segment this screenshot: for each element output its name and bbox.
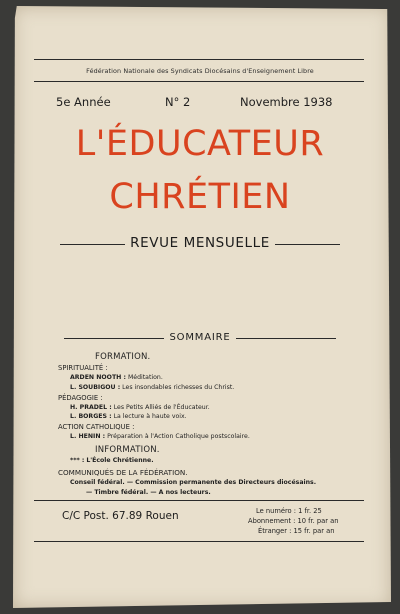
toc-information: INFORMATION. [95,445,160,455]
toc-item [70,404,210,411]
toc-communique-2: — Timbre fédéral. — A nos lecteurs. [86,489,211,496]
toc-title: Les Petits Alliés de l'Éducateur. [113,404,210,411]
sommaire-heading [0,332,400,343]
header-top-rule [34,59,364,60]
footer-rule [34,500,364,501]
sommaire-heading-text: SOMMAIRE [164,332,237,343]
toc-author: L. HENIN : [70,433,106,440]
toc-pedagogie: PÉDAGOGIE : [58,394,103,402]
toc-action-catholique: ACTION CATHOLIQUE : [58,423,135,431]
title-line-1: L'ÉDUCATEUR [75,124,325,164]
toc-communiques: COMMUNIQUÉS DE LA FÉDÉRATION. [58,468,188,477]
title-line-2: CHRÉTIEN [109,177,291,217]
toc-item [70,413,187,420]
toc-spiritualite: SPIRITUALITÉ : [58,364,108,372]
subtitle [0,235,400,251]
price-subscription: Abonnement : 10 fr. par an [248,517,339,525]
federation-line: Fédération Nationale des Syndicats Diocésains d'Enseignement Libre [86,67,314,75]
toc-title: L'École Chrétienne. [86,457,154,464]
toc-item [70,384,234,391]
toc-communique-1: Conseil fédéral. — Commission permanente des Directeurs diocésains. [70,479,317,486]
toc-author: H. PRADEL : [70,404,112,411]
toc-author: ARDEN NOOTH : [70,374,126,381]
price-abroad: Étranger : 15 fr. par an [258,527,335,535]
subtitle-text: REVUE MENSUELLE [125,235,275,251]
toc-title: Préparation à l'Action Catholique postscolaire. [107,433,250,440]
toc-title: Méditation. [127,374,163,381]
postal-account: C/C Post. 67.89 Rouen [62,510,179,522]
toc-author: L. SOUBIGOU : [70,384,121,391]
toc-title: Les insondables richesses du Christ. [122,384,235,391]
toc-item [70,457,154,464]
toc-title: La lecture à haute voix. [113,413,187,420]
toc-formation: FORMATION. [95,352,151,362]
toc-item [70,433,250,440]
year-label: 5e Année [56,95,111,109]
price-number: Le numéro : 1 fr. 25 [256,507,322,515]
footer-bottom-rule [34,541,364,542]
toc-item [70,374,163,381]
issue-number: N° 2 [165,95,191,109]
toc-author: L. BORGES : [70,413,112,420]
header-bottom-rule [34,81,364,82]
issue-date: Novembre 1938 [240,95,333,109]
toc-author: *** : [70,457,85,464]
